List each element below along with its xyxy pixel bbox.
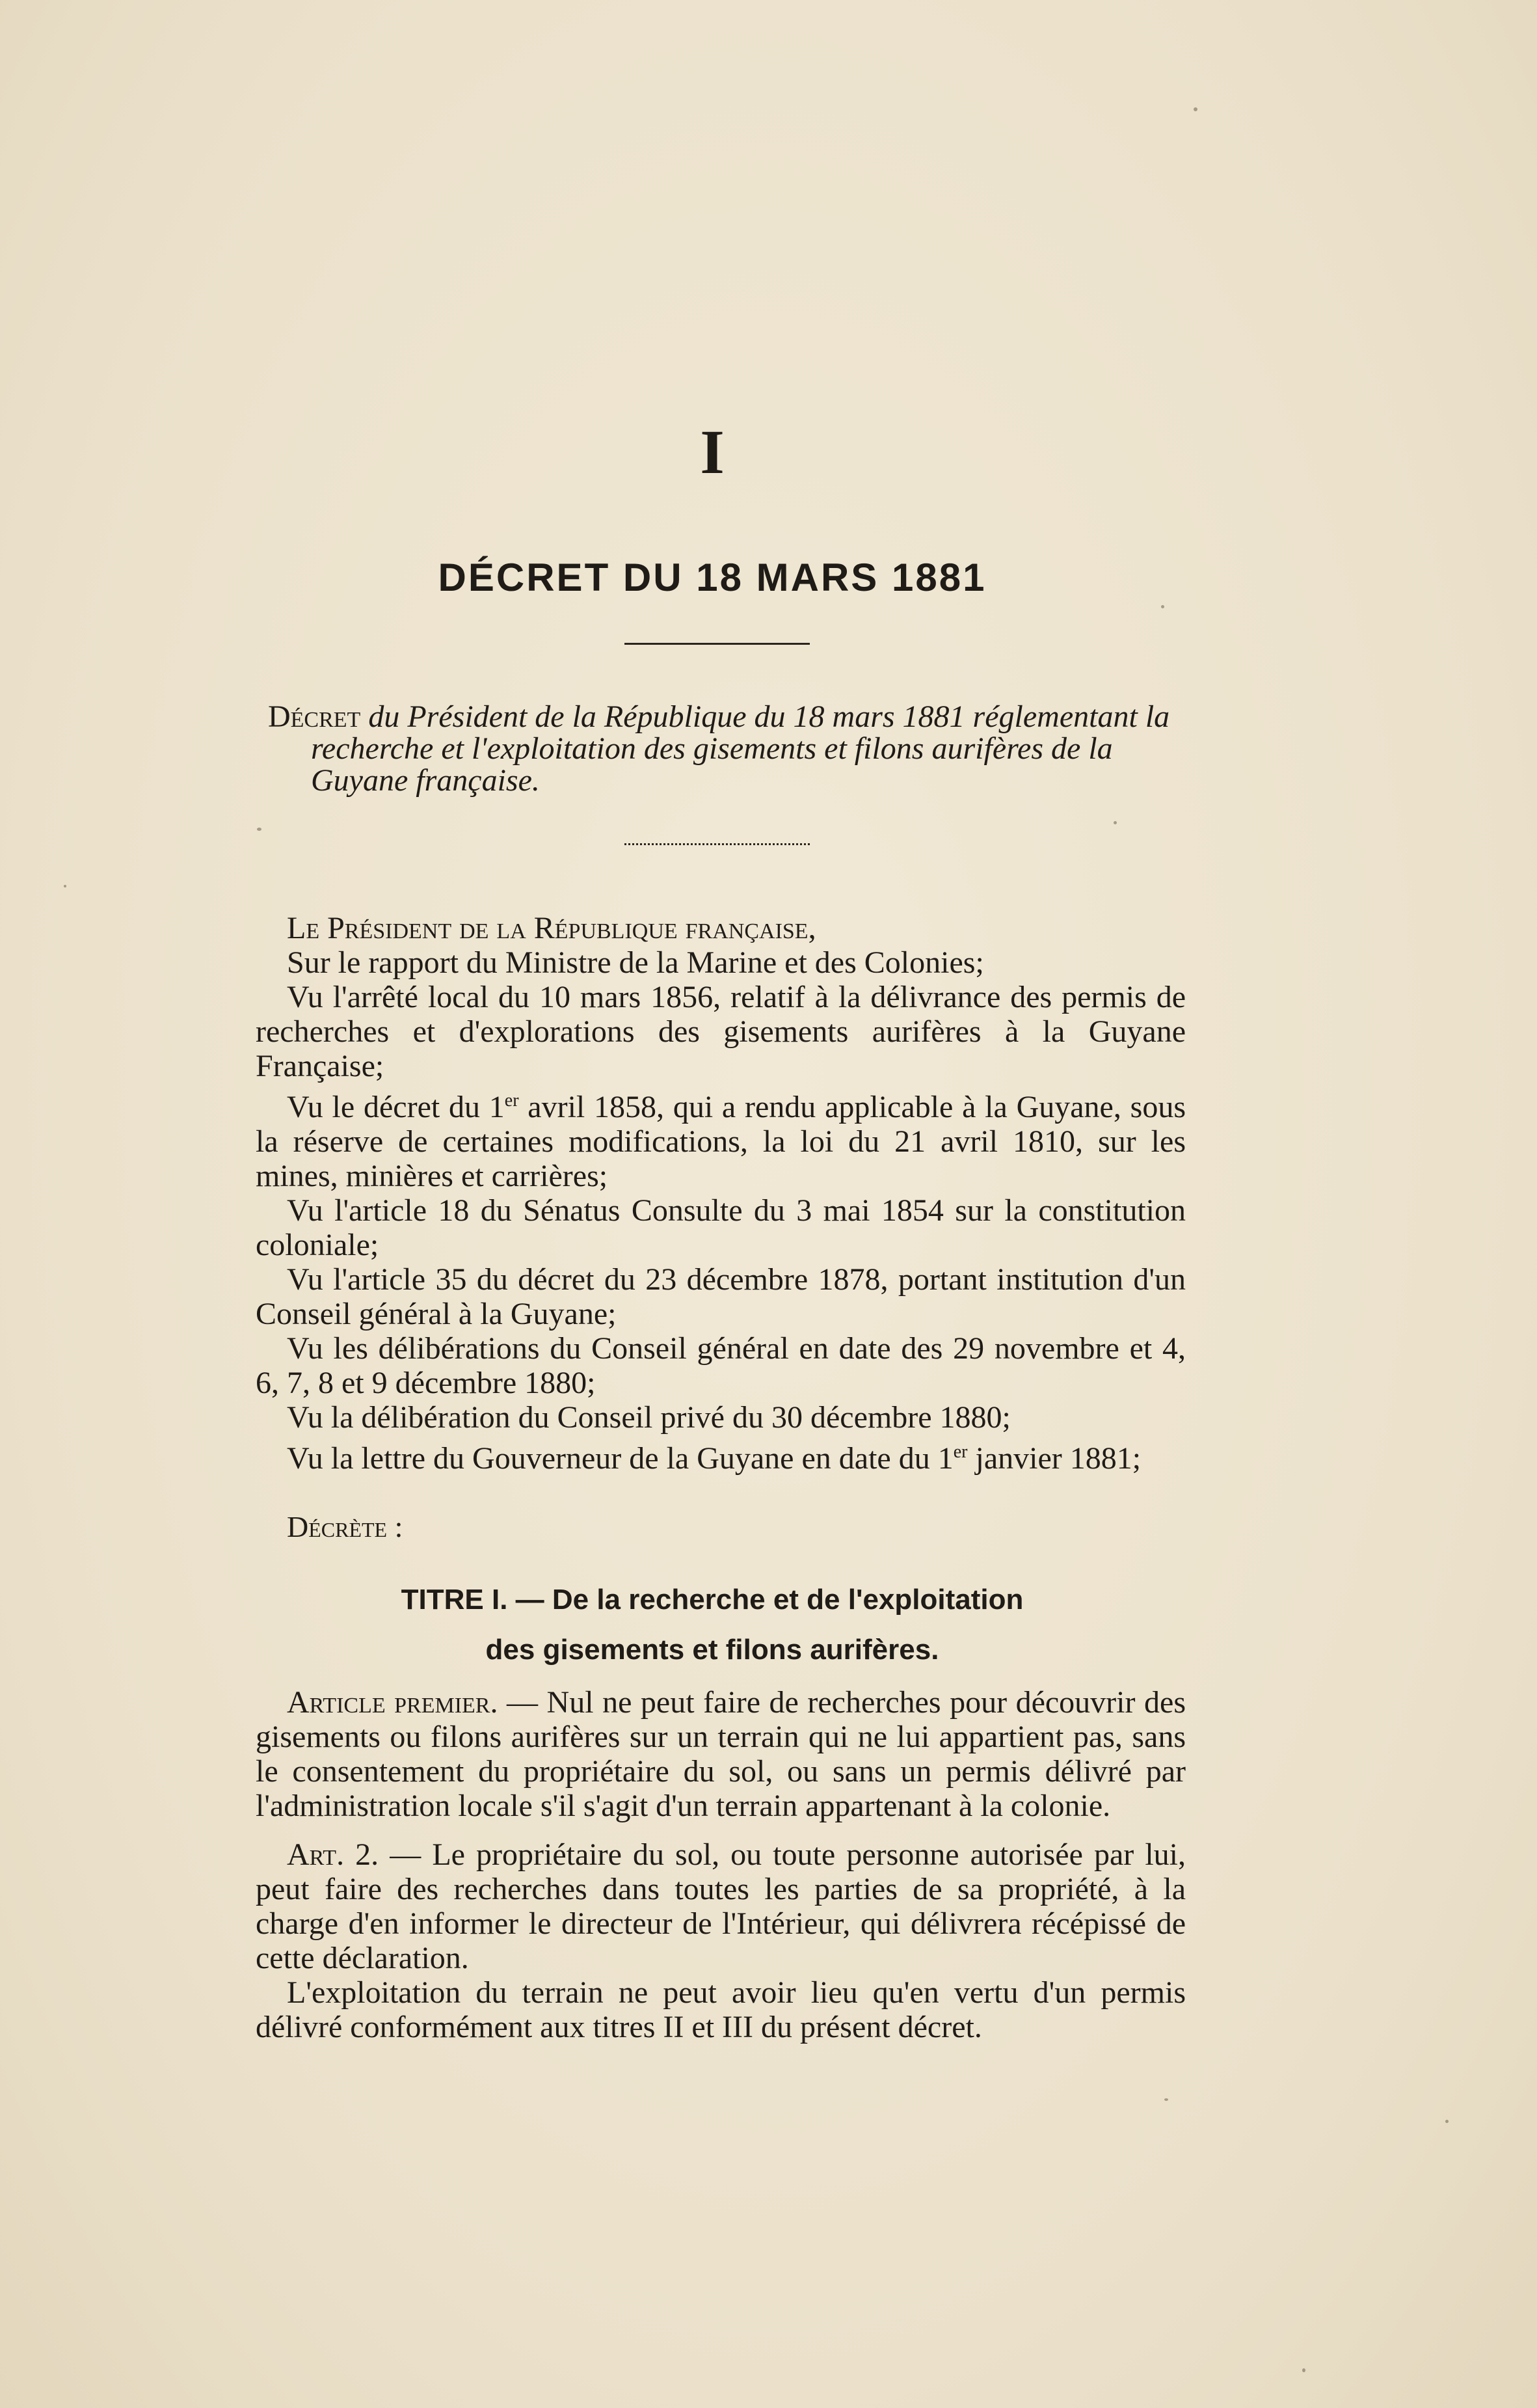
preamble-president: Le Président de la République française, [287, 911, 816, 945]
paper-speck [257, 828, 261, 831]
preamble-decret-1858-b: avril 1858, qui a rendu applicable à la Guyane, sous la réserve de certaines modifications, la loi du 21 avril 1810, sur les mines, minières et carrières; [256, 1090, 1186, 1193]
preamble [256, 911, 1186, 1476]
title-divider [624, 643, 810, 645]
document-title: DÉCRET DU 18 MARS 1881 [438, 556, 987, 599]
article-1-text: — Nul ne peut faire de recherches pour découvrir des gisements ou filons aurifères sur un terrain qui ne lui appartient pas, sans le consentement du propriétaire du sol, ou sans un permis délivré par l'administration locale s'il s'agit d'un terrain appartenant à la colonie. [256, 1685, 1186, 1823]
article-2-label: Art. 2. [287, 1837, 379, 1872]
article-2-paragraph-2: L'exploitation du terrain ne peut avoir lieu qu'en vertu d'un permis délivré conformément aux titres II et III du présent décret. [256, 1975, 1186, 2044]
preamble-decret-1858-a: Vu le décret du 1 [287, 1090, 505, 1124]
paper-speck [1445, 2120, 1449, 2123]
preamble-lettre-gouverneur [256, 1435, 1186, 1476]
preamble-decret-1858 [256, 1083, 1186, 1193]
preamble-deliberations: Vu les délibérations du Conseil général en date des 29 novembre et 4, 6, 7, 8 et 9 décembre 1880; [256, 1331, 1186, 1400]
section-heading-line2: des gisements et filons aurifères. [485, 1634, 939, 1666]
preamble-arrete-1856: Vu l'arrêté local du 10 mars 1856, relatif à la délivrance des permis de recherches et d'explorations des gisements aurifères à la Guyane Française; [256, 980, 1186, 1083]
section-heading-line1: TITRE I. — De la recherche et de l'exploitation [401, 1584, 1024, 1616]
preamble-senatus-consulte: Vu l'article 18 du Sénatus Consulte du 3 mai 1854 sur la constitution coloniale; [256, 1193, 1186, 1262]
decrete-label: Décrète : [287, 1510, 403, 1543]
paper-speck [1164, 2098, 1168, 2101]
superscript: er [953, 1442, 968, 1462]
superscript: er [504, 1090, 519, 1111]
articles [256, 1685, 1186, 2044]
section-heading [260, 1575, 1164, 1675]
article-1-label: Article premier. [287, 1685, 498, 1720]
paper-speck [64, 885, 66, 887]
preamble-lettre-b: janvier 1881; [967, 1441, 1142, 1476]
summary-text: du Président de la République du 18 mars 1881 réglementant la recherche et l'exploitation des gisements et filons aurifères de la Guyane française. [311, 699, 1170, 798]
article-1 [256, 1685, 1186, 1823]
preamble-rapport: Sur le rapport du Ministre de la Marine et des Colonies; [287, 945, 984, 980]
chapter-number: I [700, 417, 725, 487]
decree-summary [268, 701, 1188, 796]
paper-speck [1302, 2368, 1305, 2372]
preamble-lettre-a: Vu la lettre du Gouverneur de la Guyane en date du 1 [287, 1441, 954, 1476]
summary-lead: Décret [268, 699, 361, 734]
paper-speck [1194, 107, 1197, 111]
article-2-text: — Le propriétaire du sol, ou toute personne autorisée par lui, peut faire des recherches dans toutes les parties de sa propriété, à la charge d'en informer le directeur de l'Intérieur, qui délivrera récépissé de cette déclaration. [256, 1837, 1186, 1975]
article-2 [256, 1837, 1186, 1975]
preamble-conseil-prive: Vu la délibération du Conseil privé du 30 décembre 1880; [287, 1400, 1011, 1435]
preamble-decret-1878: Vu l'article 35 du décret du 23 décembre 1878, portant institution d'un Conseil général à la Guyane; [256, 1262, 1186, 1331]
paper-speck [1114, 821, 1117, 824]
ornamental-divider [624, 843, 810, 850]
paper-speck [1161, 605, 1164, 608]
